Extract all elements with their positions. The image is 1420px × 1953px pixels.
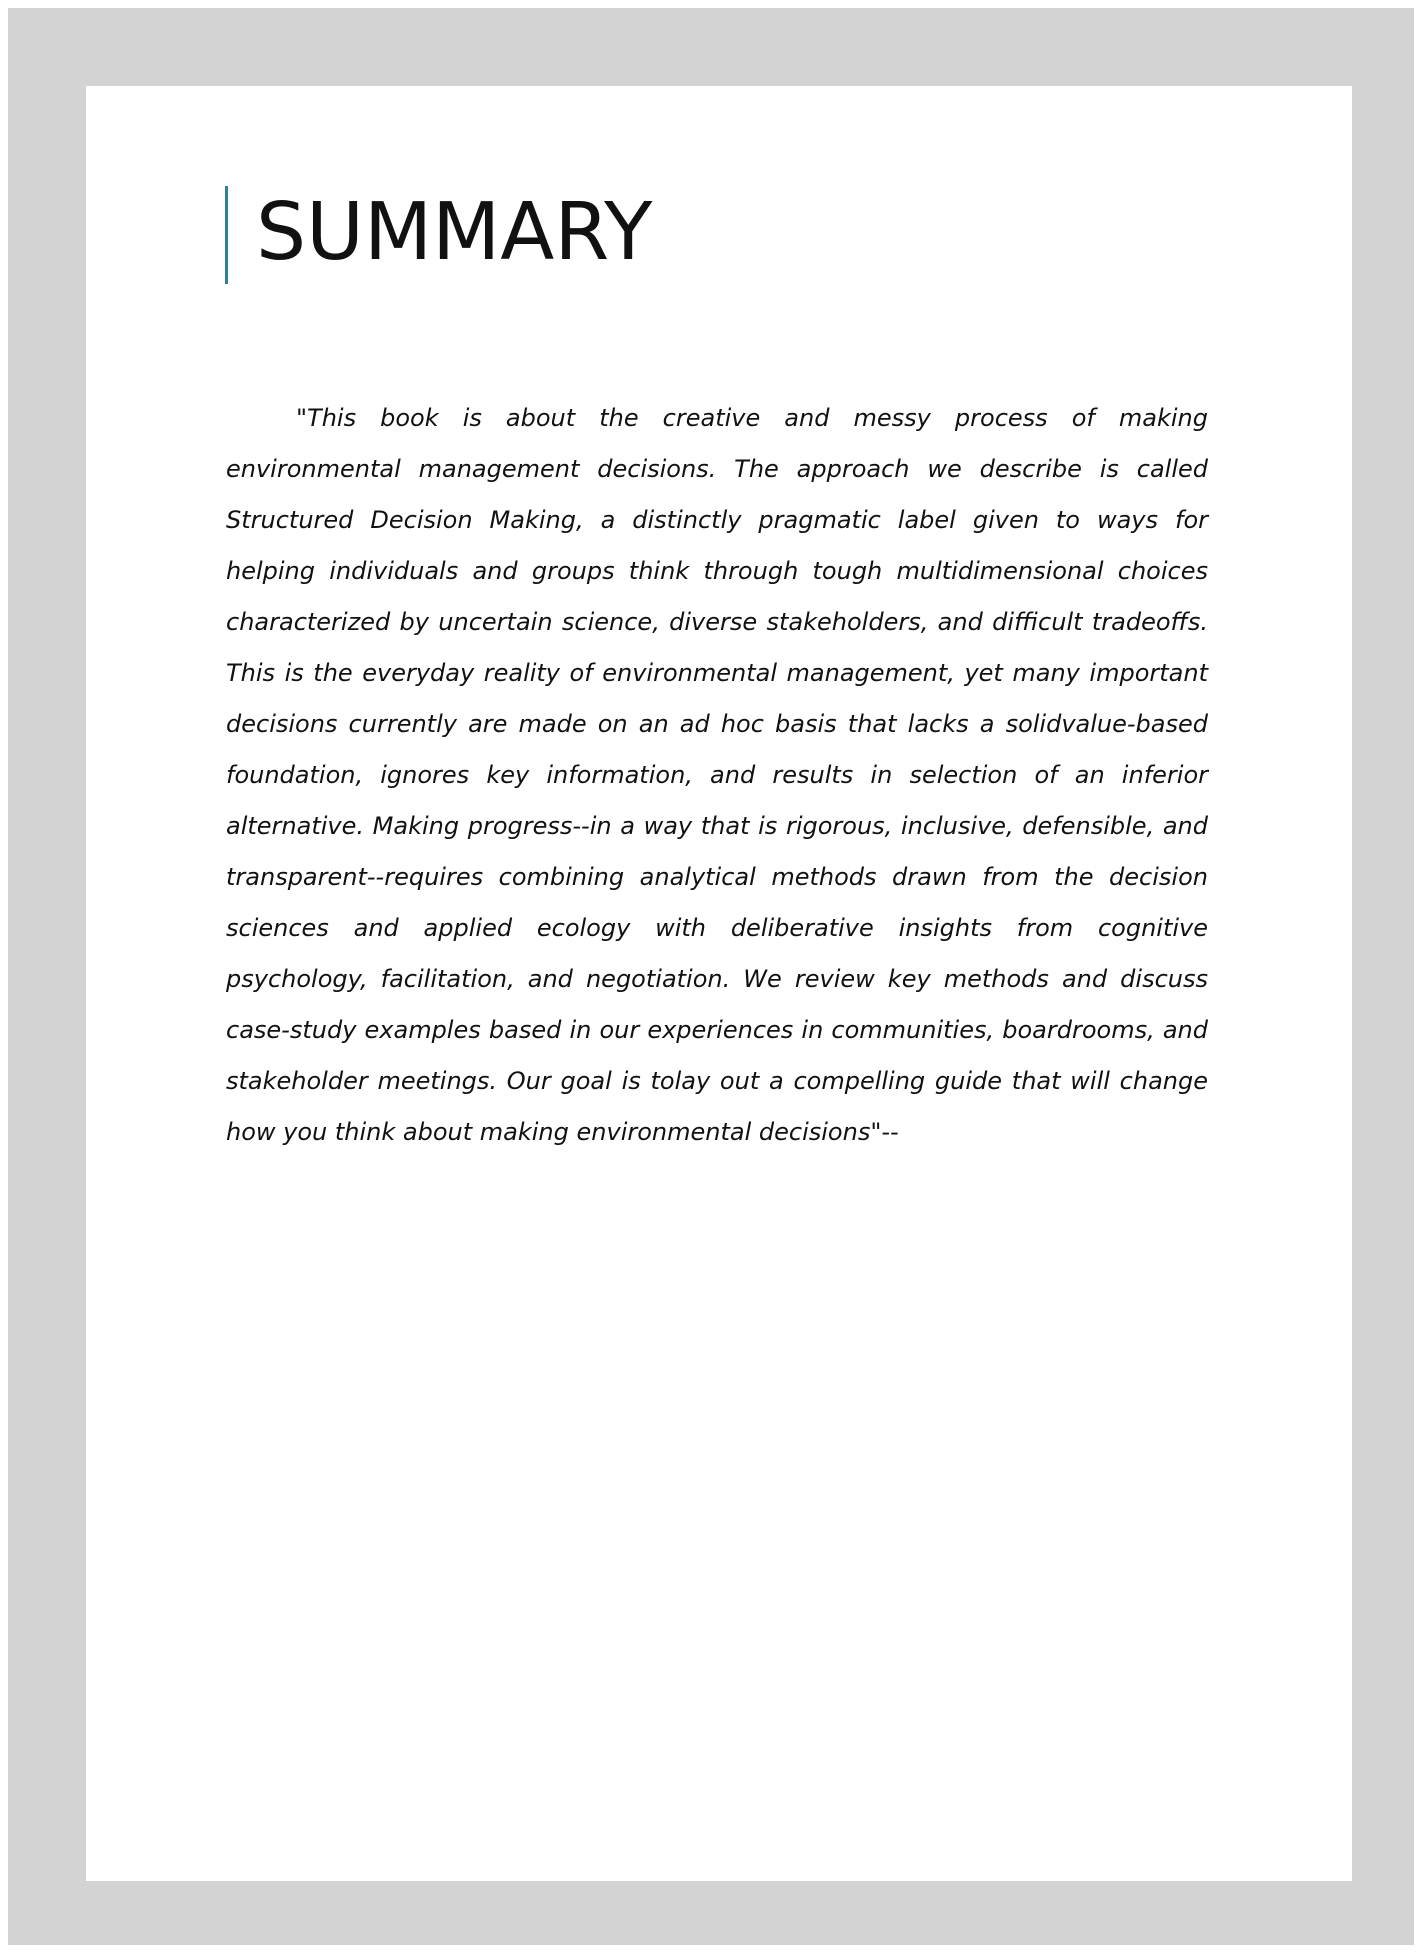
title-accent-bar [225, 186, 228, 284]
page-title: SUMMARY [256, 186, 653, 278]
page-frame [8, 8, 1414, 1945]
document-page [86, 86, 1352, 1881]
summary-paragraph: "This book is about the creative and messy process of making environmental management decisions. The approach we describe is called Structured Decision Making, a distinctly pragmatic label given to ways for helping individuals and groups think through tough multidimensional choices characterized by uncertain science, diverse stakeholders, and difficult tradeoffs. This is the everyday reality of environmental management, yet many important decisions currently are made on an ad hoc basis that lacks a solidvalue-based foundation, ignores key information, and results in selection of an inferior alternative. Making progress--in a way that is rigorous, inclusive, defensible, and transparent--requires combining analytical methods drawn from the decision sciences and applied ecology with deliberative insights from cognitive psychology, facilitation, and negotiation. We review key methods and discuss case-study examples based in our experiences in communities, boardrooms, and stakeholder meetings. Our goal is tolay out a compelling guide that will change how you think about making environmental decisions"-- [226, 404, 1208, 1146]
